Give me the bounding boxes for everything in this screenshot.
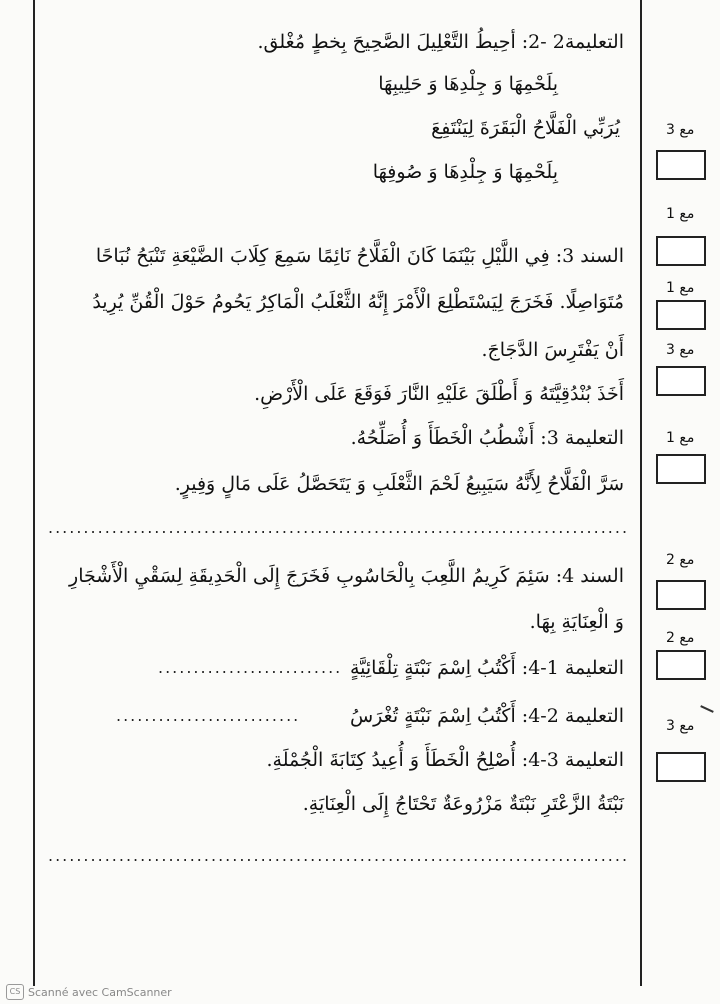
option-2: بِلَحْمِهَا وَ جِلْدِهَا وَ صُوفِهَا [372, 161, 558, 183]
wrong-sentence-3: سَرَّ الْفَلَّاحُ لِأَنَّهُ سَيَبِيعُ لَحْمَ الثَّعْلَبِ وَ يَتَحَصَّلُ عَلَى مَالٍ وَفِيرٍ. [174, 473, 624, 495]
right-margin-line [640, 0, 642, 986]
instruction-4-3: التعليمة 3-4: أُصْلِحُ الْخَطَأَ وَ أُعِيدُ كِتَابَةَ الْجُمْلَةِ. [266, 749, 624, 771]
text-3-line-4: أَخَذَ بُنْدُقِيَّتَهُ وَ أَطْلَقَ عَلَيْهِ النَّارَ فَوَقَعَ عَلَى الْأَرْضِ. [254, 383, 624, 405]
sentence-stem: يُرَبِّي الْفَلَّاحُ الْبَقَرَةَ لِيَنْتَفِعَ [431, 117, 620, 139]
score-box[interactable] [656, 650, 706, 680]
text-4-line-2: وَ الْعِنَايَةِ بِهَا. [529, 611, 624, 633]
score-label: مع 1 [666, 430, 695, 446]
margin-tick [700, 705, 714, 713]
score-label: مع 2 [666, 552, 695, 568]
answer-line-4-1[interactable]: .......................... [158, 658, 343, 677]
score-box[interactable] [656, 454, 706, 484]
scanner-text: Scanné avec CamScanner [28, 985, 172, 999]
answer-line-4-3[interactable]: .................................................................................. [48, 846, 630, 865]
score-box[interactable] [656, 150, 706, 180]
score-box[interactable] [656, 366, 706, 396]
instruction-3: التعليمة 3: أَشْطُبُ الْخَطَأَ وَ أُصَلِّحُهُ. [350, 427, 624, 449]
score-box[interactable] [656, 300, 706, 330]
score-label: مع 3 [666, 718, 695, 734]
camscanner-icon: CS [6, 984, 24, 1000]
score-label: مع 1 [666, 206, 695, 222]
score-box[interactable] [656, 236, 706, 266]
instruction-2-2: التعليمة2 -2: أحِيطُ التَّعْلِيلَ الصَّحِيحَ بِخطٍ مُغْلق. [257, 31, 624, 53]
score-box[interactable] [656, 752, 706, 782]
text-3-line-2: مُتَوَاصِلًا. فَخَرَجَ لِيَسْتَطْلِعَ الْأَمْرَ إِنَّهُ الثَّعْلَبُ الْمَاكِرُ يَحُومُ حَوْلَ الْقُنِّ يُرِيدُ [92, 291, 624, 313]
left-margin-line [33, 0, 35, 986]
score-label: مع 1 [666, 280, 695, 296]
scanner-watermark [6, 984, 172, 1000]
score-label: مع 2 [666, 630, 695, 646]
instruction-4-2: التعليمة 2-4: أَكْتُبُ اِسْمَ نَبْتَةٍ تُغْرَسُ [349, 705, 624, 727]
score-label: مع 3 [666, 122, 695, 138]
text-3-line-1: السند 3: فِي اللَّيْلِ بَيْنَمَا كَانَ الْفَلَّاحُ نَائِمًا سَمِعَ كِلَابَ الضَّيْعَةِ تَنْبَحُ نُبَاحًا [95, 245, 624, 267]
text-3-line-3: أَنْ يَفْتَرِسَ الدَّجَاجَ. [481, 339, 624, 361]
score-label: مع 3 [666, 342, 695, 358]
answer-line-3[interactable]: .................................................................................. [48, 518, 630, 537]
answer-line-4-2[interactable]: .......................... [116, 706, 301, 725]
text-4-line-1: السند 4: سَئِمَ كَرِيمُ اللَّعِبَ بِالْحَاسُوبِ فَخَرَجَ إِلَى الْحَدِيقَةِ لِسَقْيِ الْأَشْجَارِ [69, 565, 624, 587]
instruction-4-1: التعليمة 1-4: أَكْتُبُ اِسْمَ نَبْتَةٍ تِلْقَائِيَّةٍ [349, 657, 624, 679]
score-box[interactable] [656, 580, 706, 610]
wrong-sentence-4: نَبْتَةُ الزَّعْتَرِ نَبْتَةٌ مَزْرُوعَةٌ تَحْتَاجُ إِلَى الْعِنَايَةِ. [302, 793, 624, 815]
option-1: بِلَحْمِهَا وَ جِلْدِهَا وَ حَلِيبِهَا [378, 73, 558, 95]
